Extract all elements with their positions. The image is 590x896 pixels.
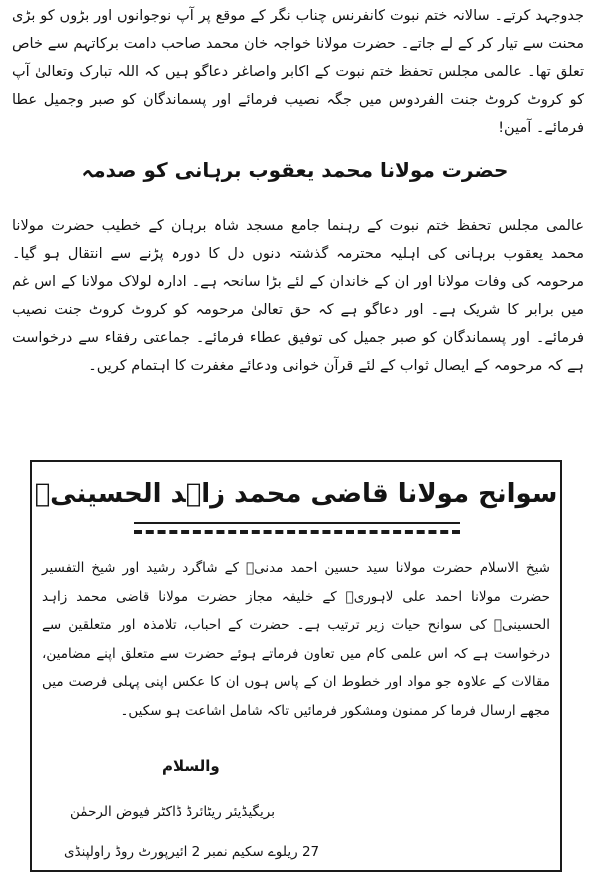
article-1-paragraph: جدوجہد کرتے۔ سالانہ ختم نبوت کانفرنس چناب نگر کے موقع پر آپ نوجوانوں اور بڑوں کو بڑی محنت سے تیار کر کے لے جاتے۔ حضرت مولانا خواجہ خان محمد صاحب دامت برکاتہم سے خاص تعلق تھا۔ عالمی مجلس تحفظ ختم نبوت کے اکابر واصاغر دعاگو ہیں کہ اللہ تبارک وتعالیٰ آپ کو کروٹ کروٹ جنت الفردوس میں جگہ نصیب فرمائے اور پسماندگان کو صبر وجمیل عطا فرمائے۔ آمین! xyxy=(12,8,584,136)
notice-title: سوانح مولانا قاضی محمد زاہد الحسینیؒ xyxy=(34,479,558,509)
notice-box xyxy=(30,460,562,872)
title-underline xyxy=(134,522,460,524)
article-2-paragraph: عالمی مجلس تحفظ ختم نبوت کے رہنما جامع مسجد شاہ برہان کے خطیب حضرت مولانا محمد یعقوب برہانی کی اہلیہ محترمہ گذشتہ دنوں دل کا دورہ پڑنے سے انتقال ہو گیا۔ مرحومہ کی وفات مولانا اور ان کے خاندان کے لئے بڑا سانحہ ہے۔ ادارہ لولاک مولانا کے اس غم میں برابر کا شریک ہے۔ اور دعاگو ہے کہ حق تعالیٰ مرحومہ کو کروٹ کروٹ جنت نصیب فرمائے۔ اور پسماندگان کو صبر جمیل کی توفیق عطاء فرمائے۔ جماعتی رفقاء سے درخواست ہے کہ مرحومہ کے ایصال ثواب کے لئے قرآن خوانی ودعائے مغفرت کا اہتمام کریں۔ xyxy=(12,218,584,374)
notice-body: شیخ الاسلام حضرت مولانا سید حسین احمد مدنیؒ کے شاگرد رشید اور شیخ التفسیر حضرت مولانا احمد علی لاہوریؒ کے خلیفہ مجاز حضرت مولانا قاضی محمد زاہد الحسینیؒ کی سوانح حیات زیر ترتیب ہے۔ حضرت کے احباب، تلامذہ اور متعلقین سے درخواست ہے کہ اس علمی کام میں تعاون فرماتے ہوئے حضرت سے متعلق اپنے مضامین، مقالات کے علاوہ جو مواد اور خطوط ان کے پاس ہوں ان کا عکس اپنی پہلی فرصت میں مجھے ارسال فرما کر ممنون ومشکور فرمائیں تاکہ شامل اشاعت ہو سکیں۔ xyxy=(42,560,550,719)
notice-signature: بریگیڈیئر ریٹائرڈ ڈاکٹر فیوض الرحمٰن xyxy=(70,804,275,820)
article-2-heading: حضرت مولانا محمد یعقوب برہانی کو صدمہ xyxy=(81,158,509,182)
notice-address: 27 ریلوے سکیم نمبر 2 ائیرپورٹ روڈ راولپنڈی xyxy=(64,844,320,860)
title-dashed-underline xyxy=(134,530,460,534)
notice-closing: والسلام xyxy=(162,757,220,775)
